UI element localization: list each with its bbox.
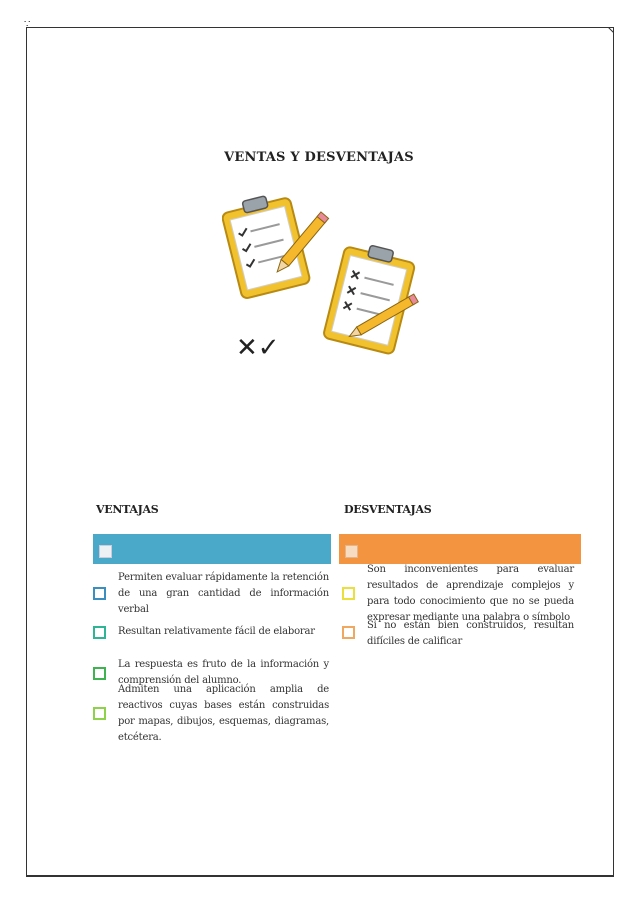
ventajas-item-text: Resultan relativamente fácil de elaborar bbox=[118, 626, 315, 637]
ventajas-item-text: Admiten una aplicación amplia de reactivos cuyas bases están construidas por mapas, dibujos, esquemas, diagramas, etcétera. bbox=[118, 684, 329, 743]
ventajas-bar bbox=[93, 534, 331, 564]
desventajas-item bbox=[342, 562, 574, 626]
desventajas-header: DESVENTAJAS bbox=[344, 503, 432, 516]
desventajas-item-text: Si no están bien construidos, resultan difíciles de calificar bbox=[367, 620, 574, 647]
ventajas-item bbox=[93, 682, 331, 746]
bullet-square-icon bbox=[342, 587, 355, 600]
checkbox-icon bbox=[345, 545, 358, 558]
desventajas-item-text: Son inconvenientes para evaluar resultados de aprendizaje complejos y para todo conocimiento que no se pueda expresar mediante una palabra o símbolo bbox=[367, 564, 574, 623]
ventajas-item-text: Permiten evaluar rápidamente la retención de una gran cantidad de información verbal bbox=[118, 572, 329, 615]
bullet-square-icon bbox=[93, 626, 106, 639]
bullet-square-icon bbox=[342, 626, 355, 639]
checkbox-icon bbox=[99, 545, 112, 558]
ventajas-header: VENTAJAS bbox=[96, 503, 159, 516]
checkmark-icon: ✕✓ bbox=[236, 333, 280, 363]
clipboards-checklist-illustration bbox=[222, 192, 420, 364]
ventajas-item-text: La respuesta es fruto de la información y comprensión del alumno. bbox=[118, 659, 329, 686]
desventajas-bar bbox=[339, 534, 581, 564]
ventajas-item bbox=[93, 624, 331, 644]
desventajas-item bbox=[342, 618, 574, 650]
corner-mark-icon: ∵ bbox=[24, 19, 31, 30]
ventajas-item bbox=[93, 570, 331, 618]
page-title: VENTAS Y DESVENTAJAS bbox=[224, 150, 414, 165]
bullet-square-icon bbox=[93, 707, 106, 720]
page-fold-icon bbox=[602, 27, 614, 37]
bullet-square-icon bbox=[93, 667, 106, 680]
bullet-square-icon bbox=[93, 587, 106, 600]
